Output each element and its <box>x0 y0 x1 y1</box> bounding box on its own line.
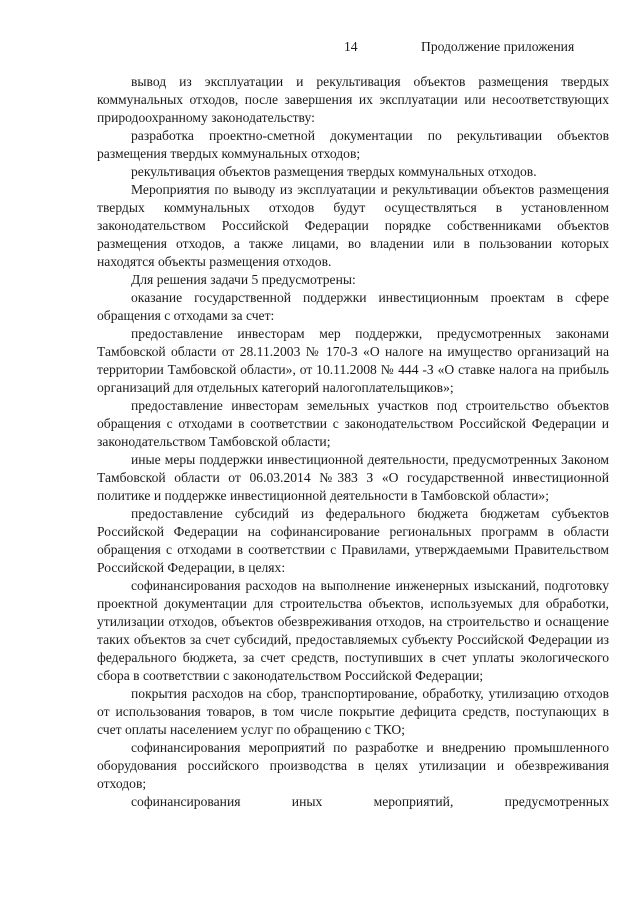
paragraph-other-support: иные меры поддержки инвестиционной деятельности, предусмотренных Законом Тамбовской области от 06.03.2014 №383 З «О государственной инвестиционной политике и поддержке инвестиционной деятельности в Тамбовской области»; <box>97 452 609 503</box>
document-body <box>97 73 609 811</box>
paragraph-state-support: оказание государственной поддержки инвестиционным проектам в сфере обращения с отходами за счет: <box>97 290 609 323</box>
paragraph-investor-support-laws: предоставление инвесторам мер поддержки, предусмотренных законами Тамбовской области от 28.11.2003 № 170-З «О налоге на имущество организаций на территории Тамбовской области», от 10.11.2008 № 444 -З «О ставке налога на прибыль организаций для отдельных категорий налогоплательщиков»; <box>97 326 609 395</box>
paragraph-covering-costs: покрытия расходов на сбор, транспортирование, обработку, утилизацию отходов от использования товаров, в том числе покрытие дефицита средств, поступающих в счет оплаты населением услуг по обращению с ТКО; <box>97 686 609 737</box>
paragraph-land-plots: предоставление инвесторам земельных участков под строительство объектов обращения с отходами в соответствии с законодательством Российской Федерации и законодательством Тамбовской области; <box>97 398 609 449</box>
paragraph-federal-subsidies: предоставление субсидий из федерального бюджета бюджетам субъектов Российской Федерации на софинансирование региональных программ в области обращения с отходами в соответствии с Правилами, утверждаемыми Правительством Российской Федерации, в целях: <box>97 506 609 575</box>
paragraph-other-measures: софинансирования иных мероприятий, предусмотренных <box>131 794 609 809</box>
paragraph-measures-owners: Мероприятия по выводу из эксплуатации и рекультивации объектов размещения твердых коммунальных отходов будут осуществляться в установленном законодательством Российской Федерации порядке собственниками объектов размещения отходов, а также лицами, во владении или в пользовании которых находятся объекты размещения отходов. <box>97 182 609 269</box>
header-title: Продолжение приложения <box>421 39 575 54</box>
paragraph-decommissioning: вывод из эксплуатации и рекультивация объектов размещения твердых коммунальных отходов, после завершения их эксплуатации или несоответствующих природоохранному законодательству: <box>97 74 609 125</box>
paragraph-recultivation: рекультивация объектов размещения твердых коммунальных отходов. <box>131 164 537 179</box>
paragraph-design-documentation: разработка проектно-сметной документации по рекультивации объектов размещения твердых коммунальных отходов; <box>97 128 609 161</box>
paragraph-task5-heading: Для решения задачи 5 предусмотрены: <box>131 272 356 287</box>
page-number: 14 <box>344 39 358 54</box>
paragraph-cofinancing-engineering: софинансирования расходов на выполнение инженерных изысканий, подготовку проектной документации для строительства объектов, используемых для обработки, утилизации отходов, объектов обезвреживания отходов, на строительство и оснащение таких объектов за счет субсидий, предоставляемых субъекту Российской Федерации из федерального бюджета, за счет средств, поступивших в счет уплаты экологического сбора в соответствии с законодательством Российской Федерации; <box>97 578 609 683</box>
paragraph-industrial-equipment: софинансирования мероприятий по разработке и внедрению промышленного оборудования российского производства в целях утилизации и обезвреживания отходов; <box>97 740 609 791</box>
